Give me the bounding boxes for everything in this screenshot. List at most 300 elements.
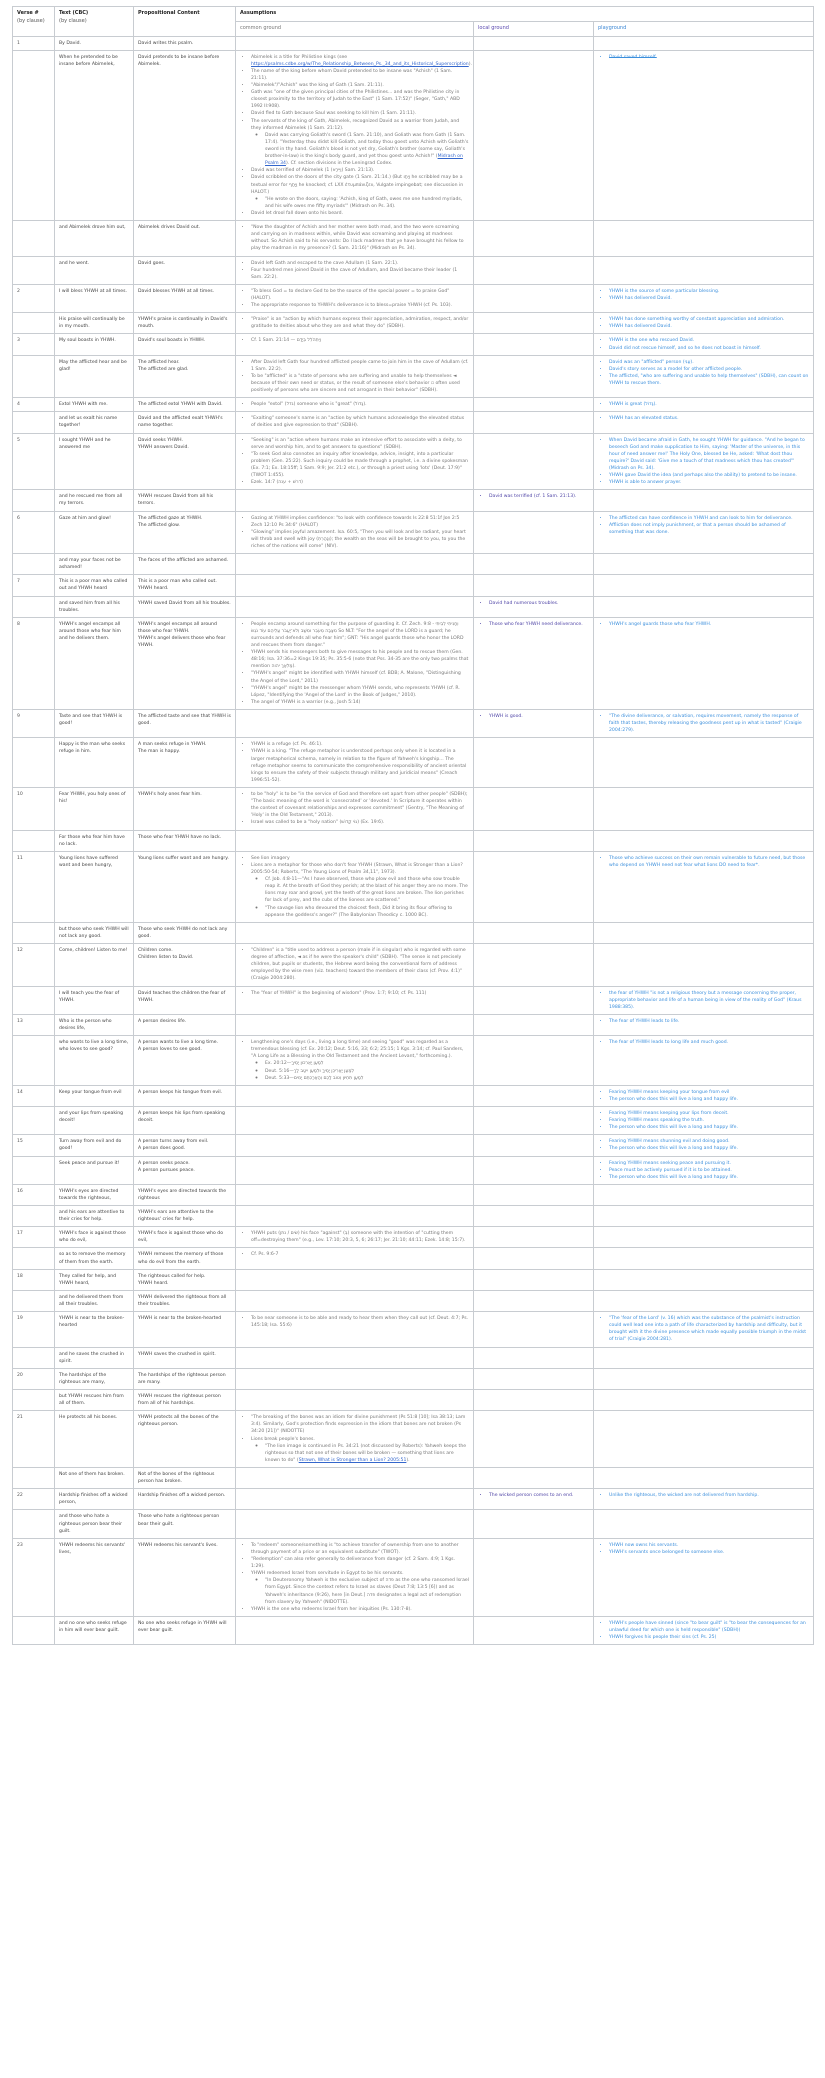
playground-cell bbox=[594, 1184, 814, 1205]
verse-number bbox=[13, 1390, 55, 1411]
proposition-line: YHWH answers David. bbox=[138, 444, 189, 450]
assumption-item bbox=[609, 295, 809, 302]
clause-text: He protects all his bones. bbox=[55, 1411, 134, 1468]
assumption-sublist bbox=[251, 132, 469, 168]
verse-number: 9 bbox=[13, 710, 55, 738]
assumption-item bbox=[489, 621, 589, 628]
clause-text: but YHWH rescues him from all of them. bbox=[55, 1390, 134, 1411]
table-row bbox=[13, 1269, 814, 1290]
local-ground-cell bbox=[474, 1368, 594, 1389]
propositional-content bbox=[134, 943, 236, 986]
assumption-item bbox=[251, 110, 469, 117]
assumption-item bbox=[251, 1556, 469, 1570]
assumption-item bbox=[265, 196, 469, 210]
assumption-text: YHWH is the source of some particular blessing. bbox=[609, 288, 720, 294]
common-ground-cell bbox=[236, 490, 474, 511]
verse-number: 21 bbox=[13, 1411, 55, 1468]
local-ground-cell bbox=[474, 313, 594, 334]
assumption-list bbox=[598, 1089, 809, 1103]
assumption-item bbox=[251, 1315, 469, 1329]
playground-cell bbox=[594, 256, 814, 284]
assumption-item bbox=[265, 905, 469, 919]
verse-number bbox=[13, 490, 55, 511]
proposition-line: This is a poor man who called out. bbox=[138, 579, 217, 585]
propositional-content bbox=[134, 1290, 236, 1311]
assumption-text: David's story serves as a model for other afflicted people. bbox=[609, 366, 743, 372]
local-ground-cell bbox=[474, 334, 594, 355]
local-ground-cell bbox=[474, 50, 594, 221]
common-ground-cell bbox=[236, 738, 474, 788]
propositional-content bbox=[134, 1347, 236, 1368]
propositional-content bbox=[134, 1036, 236, 1086]
propositional-content bbox=[134, 1106, 236, 1134]
proposition-line: YHWH removes the memory of those who do evil from the earth. bbox=[138, 1252, 224, 1265]
table-row bbox=[13, 313, 814, 334]
common-ground-cell bbox=[236, 355, 474, 398]
proposition-line: David writes this psalm. bbox=[138, 40, 194, 46]
propositional-content bbox=[134, 738, 236, 788]
common-ground-cell bbox=[236, 1156, 474, 1184]
table-row bbox=[13, 851, 814, 922]
playground-cell bbox=[594, 1411, 814, 1468]
clause-text: Seek peace and pursue it! bbox=[55, 1156, 134, 1184]
playground-cell bbox=[594, 1248, 814, 1269]
assumption-item bbox=[609, 1167, 809, 1174]
clause-text: The hardships of the righteous are many, bbox=[55, 1368, 134, 1389]
assumption-text: Ezek. 14:7 (דרשׁ + ענה) bbox=[251, 480, 303, 486]
playground-cell bbox=[594, 554, 814, 575]
assumption-text: The appropriate response to YHWH's deliverance is to bless=praise YHWH (cf. Ps. 103). bbox=[251, 303, 452, 309]
assumption-text: YHWH redeemed Israel from servitude in Egypt to be his servants. bbox=[251, 1571, 404, 1577]
playground-cell bbox=[594, 575, 814, 596]
proposition-line: Those who fear YHWH have no lack. bbox=[138, 834, 222, 840]
assumption-list bbox=[240, 401, 469, 408]
assumption-item bbox=[609, 345, 809, 352]
common-ground-cell bbox=[236, 334, 474, 355]
assumption-item bbox=[609, 337, 809, 344]
assumption-item bbox=[251, 748, 469, 784]
clause-text: They called for help, and YHWH heard, bbox=[55, 1269, 134, 1290]
assumption-list bbox=[240, 1542, 469, 1613]
assumption-text: YHWH's angel guards those who fear YHWH. bbox=[609, 621, 712, 627]
assumption-list bbox=[240, 54, 472, 218]
assumption-list bbox=[598, 855, 809, 869]
assumption-list bbox=[598, 1039, 809, 1046]
assumption-item bbox=[265, 1075, 469, 1082]
playground-cell bbox=[594, 738, 814, 788]
playground-cell bbox=[594, 1206, 814, 1227]
assumption-item bbox=[251, 54, 472, 68]
common-ground-cell bbox=[236, 1347, 474, 1368]
assumption-text: "To bless God = to declare God to be the source of the special power = to praise God" (HALOT). bbox=[251, 288, 450, 301]
local-ground-cell bbox=[474, 1538, 594, 1616]
assumption-text: YHWH is the one who rescued David. bbox=[609, 338, 695, 344]
local-ground-cell bbox=[474, 1489, 594, 1510]
playground-cell bbox=[594, 1347, 814, 1368]
assumption-text: YHWH is great (גָּדוֹל). bbox=[609, 402, 657, 408]
common-ground-cell bbox=[236, 710, 474, 738]
local-ground-cell bbox=[474, 490, 594, 511]
propositional-content bbox=[134, 1085, 236, 1106]
proposition-line: YHWH's holy ones fear him. bbox=[138, 792, 202, 798]
clause-text: and he went. bbox=[55, 256, 134, 284]
assumption-item bbox=[251, 337, 469, 344]
common-ground-cell bbox=[236, 1184, 474, 1205]
assumption-text: "The savage lion who devoured the choicest flesh, Did it bring its flour offering to appease the goddess's anger?" (The Babylonian Theodicy c. 1000 BC). bbox=[265, 905, 453, 918]
local-ground-cell bbox=[474, 36, 594, 50]
verse-number: 10 bbox=[13, 788, 55, 831]
assumption-list bbox=[240, 515, 469, 551]
assumption-item bbox=[609, 437, 809, 473]
assumption-text: "The breaking of the bones was an idiom for divine punishment (Ps 51:8 [10]; Isa 38:13; Lam 3:4). Similarly, God's protection finds expression in the idiom that bones are not broken (Ps 34:20 [21])" (NIDOTTE) bbox=[251, 1415, 466, 1435]
proposition-line: YHWH rescues David from all his terrors. bbox=[138, 494, 214, 507]
table-header bbox=[13, 7, 814, 37]
assumption-list bbox=[598, 621, 809, 628]
verse-number bbox=[13, 1036, 55, 1086]
assumption-text: YHWH's servants once belonged to someone else. bbox=[609, 1549, 725, 1555]
proposition-line: A person loves to see good. bbox=[138, 1047, 202, 1053]
proposition-line: The afflicted hear. bbox=[138, 359, 180, 365]
assumption-item bbox=[251, 174, 469, 210]
clause-text: and he delivered them from all their troubles. bbox=[55, 1290, 134, 1311]
table-row bbox=[13, 412, 814, 433]
propositional-content bbox=[134, 922, 236, 943]
verse-number: 4 bbox=[13, 398, 55, 412]
clause-text: and no one who seeks refuge in him will ever bear guilt. bbox=[55, 1616, 134, 1644]
assumption-text: "Glowing" implies joyful amazement. Isa. 60:5, "Then you will look and be radiant, your heart will throb and swell with joy (וְנָהַרְתְּ); the wealth on the seas will be brought to you, to you the riches of the nations will come" (NIV). bbox=[251, 529, 466, 549]
reference-link[interactable]: Strawn, What is Stronger than a Lion? 2005:51 bbox=[298, 1457, 407, 1463]
clause-text: and your lips from speaking deceit! bbox=[55, 1106, 134, 1134]
assumption-list bbox=[240, 990, 469, 997]
propositional-content bbox=[134, 433, 236, 490]
assumption-item bbox=[609, 323, 809, 330]
verse-number bbox=[13, 1616, 55, 1644]
assumption-item bbox=[251, 947, 469, 983]
common-ground-cell bbox=[236, 50, 474, 221]
assumption-item bbox=[251, 401, 469, 408]
propositional-content bbox=[134, 511, 236, 554]
clause-text: and let us exalt his name together! bbox=[55, 412, 134, 433]
assumption-list bbox=[598, 1138, 809, 1152]
assumption-text: Ex. 20:12—לְמַעַן יַאֲרִכוּן יָמֶיךָ bbox=[265, 1061, 324, 1067]
verse-number: 11 bbox=[13, 851, 55, 922]
verse-number: 14 bbox=[13, 1085, 55, 1106]
proposition-line: YHWH heard. bbox=[138, 1280, 169, 1286]
assumption-item bbox=[609, 990, 809, 1011]
assumption-list bbox=[598, 359, 809, 387]
playground-cell bbox=[594, 788, 814, 831]
local-ground-cell bbox=[474, 1085, 594, 1106]
proposition-line: YHWH's eyes are directed towards the righteous bbox=[138, 1188, 227, 1201]
assumption-item bbox=[251, 89, 469, 110]
clause-text: Not one of them has broken. bbox=[55, 1468, 134, 1489]
clause-text: This is a poor man who called out and YHWH heard bbox=[55, 575, 134, 596]
assumption-text: When David became afraid in Gath, he sought YHWH for guidance. "And he began to beseech God and make supplication to Him, saying: 'Master of the universe, in this hour of need answer me!' The Holy One, blessed be He, asked: 'What dost thou require?' David said: 'Give me a touch of that madness which thou has created'" (Midrash on Ps. 34). bbox=[609, 437, 805, 471]
assumption-text: "Exalting" someone's name is an "action by which humans acknowledge the elevated status of deities and give expression to that" (SDBH). bbox=[251, 416, 465, 429]
proposition-line: A man seeks refuge in YHWH. bbox=[138, 742, 207, 748]
assumption-item bbox=[609, 401, 809, 408]
clause-text: Keep your tongue from evil bbox=[55, 1085, 134, 1106]
common-ground-cell bbox=[236, 554, 474, 575]
propositional-content bbox=[134, 710, 236, 738]
proposition-line: David teaches the children the fear of YHWH. bbox=[138, 990, 226, 1003]
assumption-item bbox=[251, 288, 469, 302]
common-ground-cell bbox=[236, 1468, 474, 1489]
table-row bbox=[13, 355, 814, 398]
propositional-content bbox=[134, 1468, 236, 1489]
proposition-line: Children listen to David. bbox=[138, 955, 194, 961]
propositional-content bbox=[134, 1390, 236, 1411]
common-ground-cell bbox=[236, 617, 474, 709]
proposition-line: A person keeps his lips from speaking deceit. bbox=[138, 1110, 225, 1124]
clause-text: Taste and see that YHWH is good! bbox=[55, 710, 134, 738]
assumption-item bbox=[609, 1110, 809, 1117]
clause-text: and those who hate a righteous person bear their guilt. bbox=[55, 1510, 134, 1538]
proposition-line: The afflicted gaze at YHWH. bbox=[138, 515, 203, 521]
assumption-list bbox=[598, 288, 809, 302]
table-row bbox=[13, 1036, 814, 1086]
common-ground-cell bbox=[236, 1538, 474, 1616]
verse-number: 13 bbox=[13, 1014, 55, 1035]
table-row bbox=[13, 1489, 814, 1510]
assumption-text: Fearing YHWH means keeping your lips from deceit. bbox=[609, 1110, 729, 1116]
common-ground-cell bbox=[236, 1135, 474, 1156]
common-ground-cell bbox=[236, 1312, 474, 1347]
header-text-sub: (by clause) bbox=[59, 17, 87, 24]
proposition-line: YHWH's ears are attentive to the righteous' cries for help. bbox=[138, 1210, 214, 1223]
assumption-item bbox=[609, 1145, 809, 1152]
common-ground-cell bbox=[236, 596, 474, 617]
assumption-text: YHWH now owns his servants. bbox=[609, 1542, 679, 1548]
assumption-text: YHWH has delivered David. bbox=[609, 324, 672, 330]
table-row bbox=[13, 1616, 814, 1644]
proposition-line: YHWH rescues the righteous person from all of his hardships. bbox=[138, 1394, 221, 1407]
playground-cell bbox=[594, 1135, 814, 1156]
assumption-text: "The divine deliverance, or salvation, requires movement, namely the response of faith that tastes, thereby releasing the goodness pent up in what is tasted" (Craigie 2004:279). bbox=[609, 714, 802, 734]
verse-number bbox=[13, 1290, 55, 1311]
verse-number: 2 bbox=[13, 284, 55, 312]
clause-text: Come, children! Listen to me! bbox=[55, 943, 134, 986]
playground-cell bbox=[594, 433, 814, 490]
assumption-text: Cf. 1 Sam. 21:14 — וַיִּתְהֹלֵל בְּיָדָם bbox=[251, 338, 321, 344]
table-row bbox=[13, 788, 814, 831]
verse-number: 22 bbox=[13, 1489, 55, 1510]
assumption-text: David saved himself. bbox=[609, 54, 657, 60]
proposition-line: The afflicted are glad. bbox=[138, 366, 189, 372]
assumption-item bbox=[251, 819, 469, 826]
reference-link[interactable]: Midrash on Psalm 34 bbox=[265, 154, 463, 167]
assumption-text: Deut. 5:16—לְמַעַן יַאֲרִיכֻן יָמֶיךָ וּלְמַעַן יִיטַב לָךְ bbox=[265, 1068, 355, 1074]
propositional-content bbox=[134, 36, 236, 50]
assumption-item bbox=[251, 1230, 469, 1244]
assumption-list bbox=[598, 1492, 809, 1499]
table-row bbox=[13, 398, 814, 412]
playground-cell bbox=[594, 1368, 814, 1389]
proposition-line: David blesses YHWH at all times. bbox=[138, 288, 215, 294]
assumption-text: David was an "afflicted" person (עָנִי). bbox=[609, 359, 694, 365]
playground-cell bbox=[594, 596, 814, 617]
assumption-item bbox=[609, 1138, 809, 1145]
local-ground-cell bbox=[474, 788, 594, 831]
assumption-item bbox=[265, 1068, 469, 1075]
verse-number: 12 bbox=[13, 943, 55, 986]
proposition-line: YHWH's angel delivers those who fear YHWH. bbox=[138, 635, 226, 649]
assumption-item bbox=[251, 791, 469, 819]
playground-cell bbox=[594, 1312, 814, 1347]
assumption-item bbox=[609, 515, 809, 522]
clause-text: Happy is the man who seeks refuge in him. bbox=[55, 738, 134, 788]
propositional-content bbox=[134, 334, 236, 355]
playground-cell bbox=[594, 1489, 814, 1510]
propositional-content bbox=[134, 1248, 236, 1269]
verse-number bbox=[13, 986, 55, 1014]
assumption-text: David fled to Gath because Saul was seeking to kill him (1 Sam. 21:11). bbox=[251, 111, 417, 117]
assumption-text: The "fear of YHWH" is the beginning of wisdom" (Prov. 1:7; 9:10; cf. Ps. 111) bbox=[251, 990, 427, 996]
clause-text: Hardship finishes off a wicked person, bbox=[55, 1489, 134, 1510]
playground-cell bbox=[594, 1227, 814, 1248]
assumption-text: Israel was called to be a "holy nation" (גּוֹי קָדוֹשׁ) (Ex. 19:6). bbox=[251, 820, 385, 826]
assumption-text: The afflicted can have confidence in YHWH and can look to him for deliverance. bbox=[609, 515, 793, 521]
local-ground-cell bbox=[474, 575, 594, 596]
assumption-list bbox=[240, 1039, 469, 1082]
reference-link[interactable]: https://psalms.cdbe.org/w/The_Relationship_Between_Ps._34_and_its_Historical_Superscription bbox=[251, 61, 469, 67]
verse-number: 1 bbox=[13, 36, 55, 50]
assumption-item bbox=[609, 1039, 809, 1046]
assumption-item bbox=[251, 224, 469, 252]
proposition-line: No one who seeks refuge in YHWH will ever bear guilt. bbox=[138, 1620, 227, 1633]
assumption-item bbox=[251, 167, 469, 174]
verse-number bbox=[13, 412, 55, 433]
table-row bbox=[13, 1411, 814, 1468]
proposition-line: YHWH protects all the bones of the righteous person. bbox=[138, 1415, 219, 1428]
assumption-text: See lion imagery bbox=[251, 855, 290, 861]
playground-cell bbox=[594, 1468, 814, 1489]
proposition-line: Those who seek YHWH do not lack any good. bbox=[138, 926, 228, 939]
assumption-item bbox=[251, 1039, 469, 1082]
proposition-line: The righteous called for help. bbox=[138, 1273, 206, 1279]
assumption-item bbox=[251, 685, 469, 699]
assumption-text: "Children" is a "title used to address a person (male if in singular) who is regarded with some degree of affection, ◄ as if he were the speaker's child" (SDBH). "The sense is not precisely children, but pupils or students, the Hebrew word being the conventional form of address employed by the wise men (viz. teachers) toward the members of their class (cf. Prov. 4:1)" (Craigie 2004:280). bbox=[251, 947, 466, 982]
assumption-text: YHWH has done something worthy of constant appreciation and admiration. bbox=[609, 317, 785, 323]
common-ground-cell bbox=[236, 256, 474, 284]
assumption-list bbox=[478, 493, 589, 500]
propositional-content bbox=[134, 1411, 236, 1468]
verse-number bbox=[13, 554, 55, 575]
assumption-text: "Redemption" can also refer generally to deliverance from danger (cf. 2 Sam. 4:9; 1 Kgs. 1:29). bbox=[251, 1556, 456, 1570]
assumption-text: David let drool fall down onto his beard. bbox=[251, 211, 344, 217]
propositional-content bbox=[134, 788, 236, 831]
local-ground-cell bbox=[474, 851, 594, 922]
propositional-content bbox=[134, 1227, 236, 1248]
local-ground-cell bbox=[474, 1014, 594, 1035]
table-row bbox=[13, 1290, 814, 1311]
local-ground-cell bbox=[474, 1248, 594, 1269]
assumption-text: People "extol" (גדל) someone who is "great" (גָּדוֹל). bbox=[251, 402, 367, 408]
proposition-line: Young lions suffer want and are hungry. bbox=[138, 855, 229, 861]
propositional-content bbox=[134, 986, 236, 1014]
clause-text: I will teach you the fear of YHWH. bbox=[55, 986, 134, 1014]
assumption-item bbox=[609, 1018, 809, 1025]
common-ground-cell bbox=[236, 1206, 474, 1227]
assumption-text: The person who does this will live a long and happy life. bbox=[609, 1146, 738, 1152]
clause-text: and he saves the crushed in spirit. bbox=[55, 1347, 134, 1368]
psalm-34-analysis-table bbox=[12, 6, 814, 1645]
assumption-text: Gazing at YHWH implies confidence: "to look with confidence towards Is 22:8 51:1f Jon 2:5 Zech 12:10 Ps 34:6" (HALOT) bbox=[251, 515, 460, 528]
proposition-line: YHWH saved David from all his troubles. bbox=[138, 600, 231, 606]
verse-number: 15 bbox=[13, 1135, 55, 1156]
propositional-content bbox=[134, 1510, 236, 1538]
propositional-content bbox=[134, 256, 236, 284]
table-row bbox=[13, 284, 814, 312]
assumption-item bbox=[251, 621, 469, 649]
assumption-list bbox=[598, 1620, 809, 1641]
verse-number: 7 bbox=[13, 575, 55, 596]
proposition-line: David pretends to be insane before Abimelek. bbox=[138, 54, 220, 67]
proposition-line: The afflicted taste and see that YHWH is good. bbox=[138, 714, 231, 727]
verse-number: 18 bbox=[13, 1269, 55, 1290]
table-row bbox=[13, 943, 814, 986]
clause-text: YHWH's face is against those who do evil, bbox=[55, 1227, 134, 1248]
assumption-list bbox=[240, 288, 469, 309]
assumption-text: "Seeking" is an "action where humans make an intensive effort to associate with a deity, to serve and worship him, and to get answers to questions" (SDBH). bbox=[251, 437, 462, 450]
table-row bbox=[13, 1347, 814, 1368]
assumption-text: David was carrying Goliath's sword (1 Sam. 21:10), and Goliath was from Gath (1 Sam. 17:4). "Yesterday thou didst kill Goliath, and today thou goest unto Achish with Goliath's sword in thy hand. Goliath's blood is not yet dry, Goliath's brother (some say, Goliath's brother-in-law) is the king's body guard, and yet thou goest unto Achish!" ( bbox=[265, 132, 469, 160]
assumption-text: "YHWH's angel" might be the messenger whom YHWH sends, who represents YHWH (cf. R. López, "Identifying the 'Angel of the Lord' in the Book of Judges," 2010). bbox=[251, 685, 460, 698]
proposition-line: A person wants to live a long time. bbox=[138, 1040, 219, 1046]
verse-number: 19 bbox=[13, 1312, 55, 1347]
proposition-line: Hardship finishes off a wicked person. bbox=[138, 1493, 226, 1499]
assumption-item bbox=[609, 1315, 809, 1343]
assumption-item bbox=[251, 68, 469, 82]
common-ground-cell bbox=[236, 1085, 474, 1106]
common-ground-cell bbox=[236, 36, 474, 50]
assumption-text: "The 'fear of the Lord' (v. 16) which was the substance of the psalmist's instruction could well lead one into a path of life characterized by hardship and difficulty, but it brought with it the divine presence which made equally possible triumph in the midst of trial" (Craigie 2004:281). bbox=[609, 1316, 807, 1343]
local-ground-cell bbox=[474, 355, 594, 398]
assumption-item bbox=[251, 437, 469, 451]
assumption-text: YHWH puts (שׂים / נתן) his face "against" (בְּ) someone with the intention of "cutting them off=destroying them" (e.g., Lev. 17:10; 20:3, 5, 6; 26:17; Jer. 21:10; 44:11; Ezek. 14:8; 15:7). bbox=[251, 1231, 466, 1244]
assumption-list bbox=[598, 1110, 809, 1131]
clause-text: I will bless YHWH at all times. bbox=[55, 284, 134, 312]
proposition-line: Not of the bones of the righteous person has broken. bbox=[138, 1472, 215, 1485]
common-ground-cell bbox=[236, 1036, 474, 1086]
playground-cell bbox=[594, 1290, 814, 1311]
assumption-text-after: ). bbox=[406, 1457, 410, 1463]
table-row bbox=[13, 50, 814, 221]
table-row bbox=[13, 1248, 814, 1269]
common-ground-cell bbox=[236, 433, 474, 490]
local-ground-cell bbox=[474, 1616, 594, 1644]
assumption-text: YHWH has delivered David. bbox=[609, 296, 672, 301]
common-ground-cell bbox=[236, 1227, 474, 1248]
propositional-content bbox=[134, 490, 236, 511]
assumption-text: David had numerous troubles. bbox=[489, 600, 559, 606]
assumption-list bbox=[240, 855, 469, 919]
local-ground-cell bbox=[474, 554, 594, 575]
assumption-text: the fear of YHWH "is not a religious theory but a message concerning the proper, appropriate behavior and life of a human being in view of the reality of God" (Kraus 1988:385). bbox=[609, 990, 802, 1010]
assumption-text: Those who achieve success on their own remain vulnerable to future need, but those who depend on YHWH need not fear what lions DO need to fear*. bbox=[609, 855, 806, 868]
propositional-content bbox=[134, 1184, 236, 1205]
local-ground-cell bbox=[474, 922, 594, 943]
assumption-text: Peace must be actively pursued if it is to be attained. bbox=[609, 1167, 732, 1173]
header-local-ground: local ground bbox=[474, 21, 594, 36]
assumption-list bbox=[598, 437, 809, 487]
assumption-item bbox=[609, 621, 809, 628]
playground-cell bbox=[594, 922, 814, 943]
playground-cell bbox=[594, 36, 814, 50]
propositional-content bbox=[134, 1312, 236, 1347]
assumption-list bbox=[478, 621, 589, 628]
assumption-text-after: ). Cf. section divisions in the Leningrad Codex. bbox=[285, 161, 393, 167]
